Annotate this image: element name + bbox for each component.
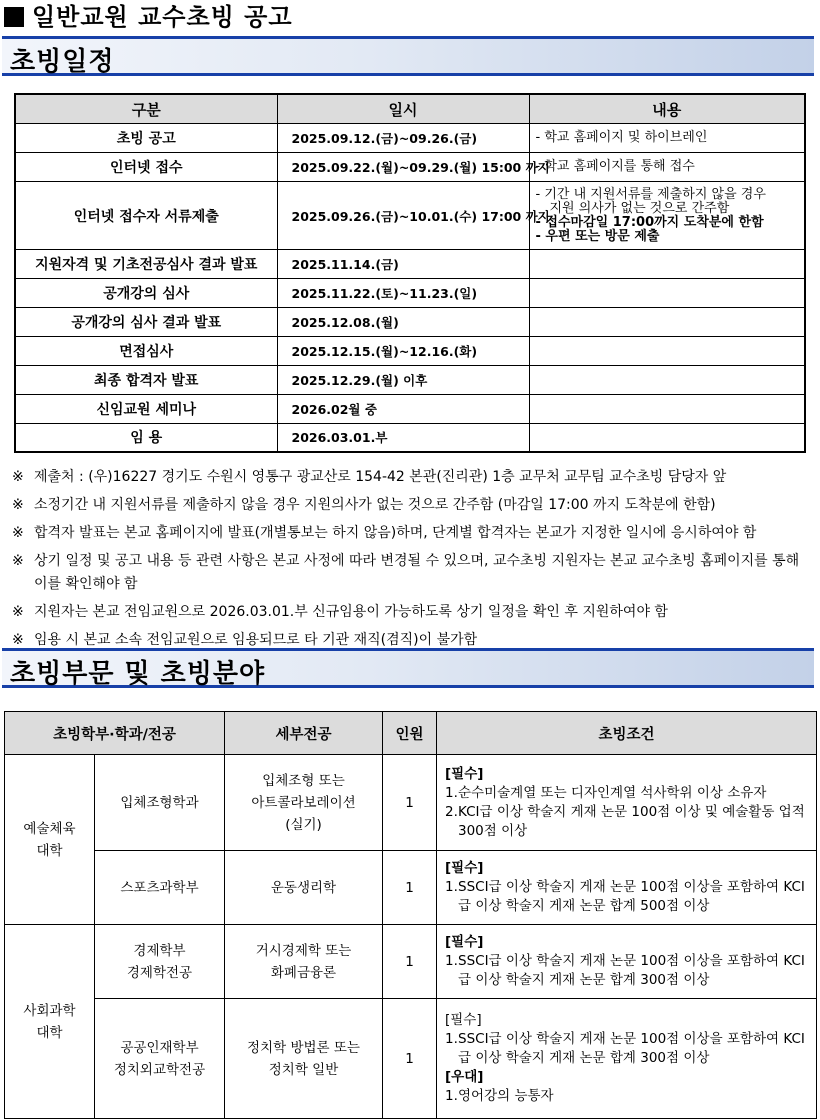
schedule-item: 신임교원 세미나 bbox=[15, 395, 277, 424]
condition-heading: [필수] bbox=[445, 765, 484, 782]
note-item bbox=[12, 494, 816, 517]
schedule-item: 임 용 bbox=[15, 424, 277, 452]
schedule-desc bbox=[529, 424, 805, 452]
recruit-header: 초빙조건 bbox=[437, 712, 817, 755]
condition-text: SSCI급 이상 학술지 게재 논문 100점 이상을 포함하여 KCI급 이상 학술지 게재 논문 합계 300점 이상 bbox=[458, 953, 805, 988]
detail-major bbox=[225, 999, 383, 1119]
reference-mark-icon: ※ bbox=[12, 469, 24, 485]
schedule-date: 2025.09.26.(금)~10.01.(수) 17:00 까지 bbox=[277, 182, 529, 250]
recruit-row bbox=[5, 851, 817, 925]
preference-item bbox=[445, 1087, 810, 1106]
note-text: 소정기간 내 지원서류를 제출하지 않을 경우 지원의사가 없는 것으로 간주함 (마감일 17:00 까지 도착분에 한함) bbox=[34, 497, 716, 513]
text-line: 사회과학 bbox=[23, 1002, 76, 1019]
text-line: 입체조형학과 bbox=[120, 794, 199, 811]
text-line: 아트콜라보레이션 bbox=[251, 794, 356, 811]
schedule-date: 2025.11.22.(토)~11.23.(일) bbox=[277, 279, 529, 308]
schedule-row bbox=[15, 395, 805, 424]
schedule-row bbox=[15, 124, 805, 153]
headcount: 1 bbox=[383, 755, 437, 851]
schedule-item: 지원자격 및 기초전공심사 결과 발표 bbox=[15, 250, 277, 279]
recruit-row bbox=[5, 925, 817, 999]
schedule-row bbox=[15, 337, 805, 366]
conditions bbox=[437, 755, 817, 851]
recruit-header: 초빙학부·학과/전공 bbox=[5, 712, 225, 755]
note-text: 제출처 : (우)16227 경기도 수원시 영통구 광교산로 154-42 본관(진리관) 1층 교무처 교무팀 교수초빙 담당자 앞 bbox=[34, 469, 727, 485]
schedule-table bbox=[14, 93, 806, 453]
department bbox=[95, 755, 225, 851]
text-line: 경제학부 bbox=[133, 942, 186, 959]
condition-number: 1. bbox=[445, 1031, 458, 1047]
text-line: 경제학전공 bbox=[126, 964, 193, 981]
condition-text: SSCI급 이상 학술지 게재 논문 100점 이상을 포함하여 KCI급 이상 학술지 게재 논문 합계 300점 이상 bbox=[458, 1031, 805, 1066]
headcount: 1 bbox=[383, 925, 437, 999]
condition-item bbox=[445, 803, 810, 841]
headcount: 1 bbox=[383, 999, 437, 1119]
text-line: 정치학 일반 bbox=[268, 1061, 339, 1078]
condition-heading: [필수] bbox=[445, 1012, 482, 1028]
section-header-recruit: 초빙부문 및 초빙분야 bbox=[2, 648, 814, 688]
note-item bbox=[12, 550, 816, 596]
schedule-desc bbox=[529, 124, 805, 153]
recruit-row bbox=[5, 999, 817, 1119]
text-line: 정치외교학전공 bbox=[113, 1061, 206, 1078]
schedule-date: 2025.12.08.(월) bbox=[277, 308, 529, 337]
schedule-date: 2025.12.29.(월) 이후 bbox=[277, 366, 529, 395]
college-name bbox=[5, 925, 95, 1119]
schedule-desc bbox=[529, 337, 805, 366]
condition-text: KCI급 이상 학술지 게재 논문 100점 이상 및 예술활동 업적 300점 이상 bbox=[458, 803, 805, 839]
department bbox=[95, 851, 225, 925]
schedule-desc-line: 지원 의사가 없는 것으로 간주함 bbox=[549, 200, 730, 216]
detail-major bbox=[225, 755, 383, 851]
condition-number: 1. bbox=[445, 953, 458, 969]
conditions bbox=[437, 851, 817, 925]
schedule-item: 인터넷 접수 bbox=[15, 153, 277, 182]
condition-item bbox=[445, 784, 810, 803]
recruit-header-row bbox=[5, 712, 817, 755]
schedule-header: 일시 bbox=[277, 94, 529, 124]
headcount: 1 bbox=[383, 851, 437, 925]
college-name bbox=[5, 755, 95, 925]
condition-text: 순수미술계열 또는 디자인계열 석사학위 이상 소유자 bbox=[458, 784, 767, 801]
condition-number: 1. bbox=[445, 784, 458, 801]
text-line: (실기) bbox=[285, 816, 322, 833]
schedule-date: 2025.09.22.(월)~09.29.(월) 15:00 까지 bbox=[277, 153, 529, 182]
schedule-row bbox=[15, 366, 805, 395]
condition-heading: [필수] bbox=[445, 860, 484, 876]
schedule-desc-line: - 학교 홈페이지 및 하이브레인 bbox=[535, 130, 708, 145]
schedule-row bbox=[15, 182, 805, 250]
schedule-item: 공개강의 심사 결과 발표 bbox=[15, 308, 277, 337]
schedule-desc bbox=[529, 308, 805, 337]
schedule-row bbox=[15, 424, 805, 452]
reference-mark-icon: ※ bbox=[12, 604, 24, 620]
schedule-date: 2026.03.01.부 bbox=[277, 424, 529, 452]
note-text: 상기 일정 및 공고 내용 등 관련 사항은 본교 사정에 따라 변경될 수 있으며, 교수초빙 지원자는 본교 교수초빙 홈페이지를 통해 이를 확인해야 함 bbox=[34, 553, 800, 592]
square-bullet-icon bbox=[4, 7, 24, 27]
schedule-row bbox=[15, 308, 805, 337]
note-item bbox=[12, 601, 816, 624]
schedule-row bbox=[15, 279, 805, 308]
schedule-date: 2025.09.12.(금)~09.26.(금) bbox=[277, 124, 529, 153]
condition-item bbox=[445, 878, 810, 916]
schedule-row bbox=[15, 250, 805, 279]
preference-heading: [우대] bbox=[445, 1069, 484, 1085]
detail-major bbox=[225, 925, 383, 999]
note-text: 지원자는 본교 전임교원으로 2026.03.01.부 신규임용이 가능하도록 상기 일정을 확인 후 지원하여야 함 bbox=[34, 604, 668, 620]
recruit-header: 인원 bbox=[383, 712, 437, 755]
schedule-desc-line: - 접수마감일 17:00까지 도착분에 한함 bbox=[535, 214, 764, 230]
condition-item bbox=[445, 1030, 810, 1068]
reference-mark-icon: ※ bbox=[12, 632, 24, 648]
schedule-date: 2026.02월 중 bbox=[277, 395, 529, 424]
reference-mark-icon: ※ bbox=[12, 553, 24, 569]
schedule-desc bbox=[529, 366, 805, 395]
condition-heading: [필수] bbox=[445, 934, 484, 950]
condition-item bbox=[445, 952, 810, 990]
condition-number: 1. bbox=[445, 879, 458, 895]
text-line: 대학 bbox=[36, 842, 63, 859]
schedule-item: 초빙 공고 bbox=[15, 124, 277, 153]
schedule-desc bbox=[529, 182, 805, 250]
schedule-desc bbox=[529, 250, 805, 279]
text-line: 대학 bbox=[36, 1024, 63, 1041]
text-line: 화폐금융론 bbox=[270, 964, 337, 981]
page-title: 일반교원 교수초빙 공고 bbox=[4, 0, 293, 34]
schedule-desc-line: - 학교 홈페이지를 통해 접수 bbox=[535, 159, 695, 174]
reference-mark-icon: ※ bbox=[12, 497, 24, 513]
schedule-header: 내용 bbox=[529, 94, 805, 124]
text-line: 스포츠과학부 bbox=[120, 879, 199, 896]
schedule-date: 2025.11.14.(금) bbox=[277, 250, 529, 279]
text-line: 거시경제학 또는 bbox=[255, 942, 352, 959]
text-line: 입체조형 또는 bbox=[262, 772, 345, 789]
notes-list bbox=[12, 466, 816, 657]
section-header-schedule: 초빙일정 bbox=[2, 36, 814, 76]
schedule-desc bbox=[529, 395, 805, 424]
text-line: 예술체육 bbox=[23, 820, 76, 837]
recruit-header: 세부전공 bbox=[225, 712, 383, 755]
schedule-item: 최종 합격자 발표 bbox=[15, 366, 277, 395]
schedule-row bbox=[15, 153, 805, 182]
schedule-header: 구분 bbox=[15, 94, 277, 124]
schedule-desc bbox=[529, 279, 805, 308]
department bbox=[95, 925, 225, 999]
condition-number: 2. bbox=[445, 803, 458, 820]
conditions bbox=[437, 999, 817, 1119]
conditions bbox=[437, 925, 817, 999]
note-text: 합격자 발표는 본교 홈페이지에 발표(개별통보는 하지 않음)하며, 단계별 합격자는 본교가 지정한 일시에 응시하여야 함 bbox=[34, 525, 757, 541]
reference-mark-icon: ※ bbox=[12, 525, 24, 541]
preference-number: 1. bbox=[445, 1088, 458, 1104]
schedule-desc-line: - 기간 내 지원서류를 제출하지 않을 경우 bbox=[535, 186, 766, 202]
schedule-item: 인터넷 접수자 서류제출 bbox=[15, 182, 277, 250]
note-item bbox=[12, 522, 816, 545]
schedule-desc bbox=[529, 153, 805, 182]
note-text: 임용 시 본교 소속 전임교원으로 임용되므로 타 기관 재직(겸직)이 불가함 bbox=[34, 632, 478, 648]
detail-major bbox=[225, 851, 383, 925]
recruit-row bbox=[5, 755, 817, 851]
text-line: 정치학 방법론 또는 bbox=[247, 1039, 360, 1056]
schedule-item: 공개강의 심사 bbox=[15, 279, 277, 308]
note-item bbox=[12, 466, 816, 489]
schedule-item: 면접심사 bbox=[15, 337, 277, 366]
preference-text: 영어강의 능통자 bbox=[458, 1088, 554, 1104]
text-line: 공공인재학부 bbox=[120, 1039, 199, 1056]
text-line: 운동생리학 bbox=[270, 879, 337, 896]
recruit-table bbox=[4, 711, 817, 1119]
department bbox=[95, 999, 225, 1119]
schedule-desc-line: - 우편 또는 방문 제출 bbox=[535, 228, 660, 244]
condition-text: SSCI급 이상 학술지 게재 논문 100점 이상을 포함하여 KCI급 이상 학술지 게재 논문 합계 500점 이상 bbox=[458, 879, 805, 914]
schedule-header-row bbox=[15, 94, 805, 124]
schedule-date: 2025.12.15.(월)~12.16.(화) bbox=[277, 337, 529, 366]
